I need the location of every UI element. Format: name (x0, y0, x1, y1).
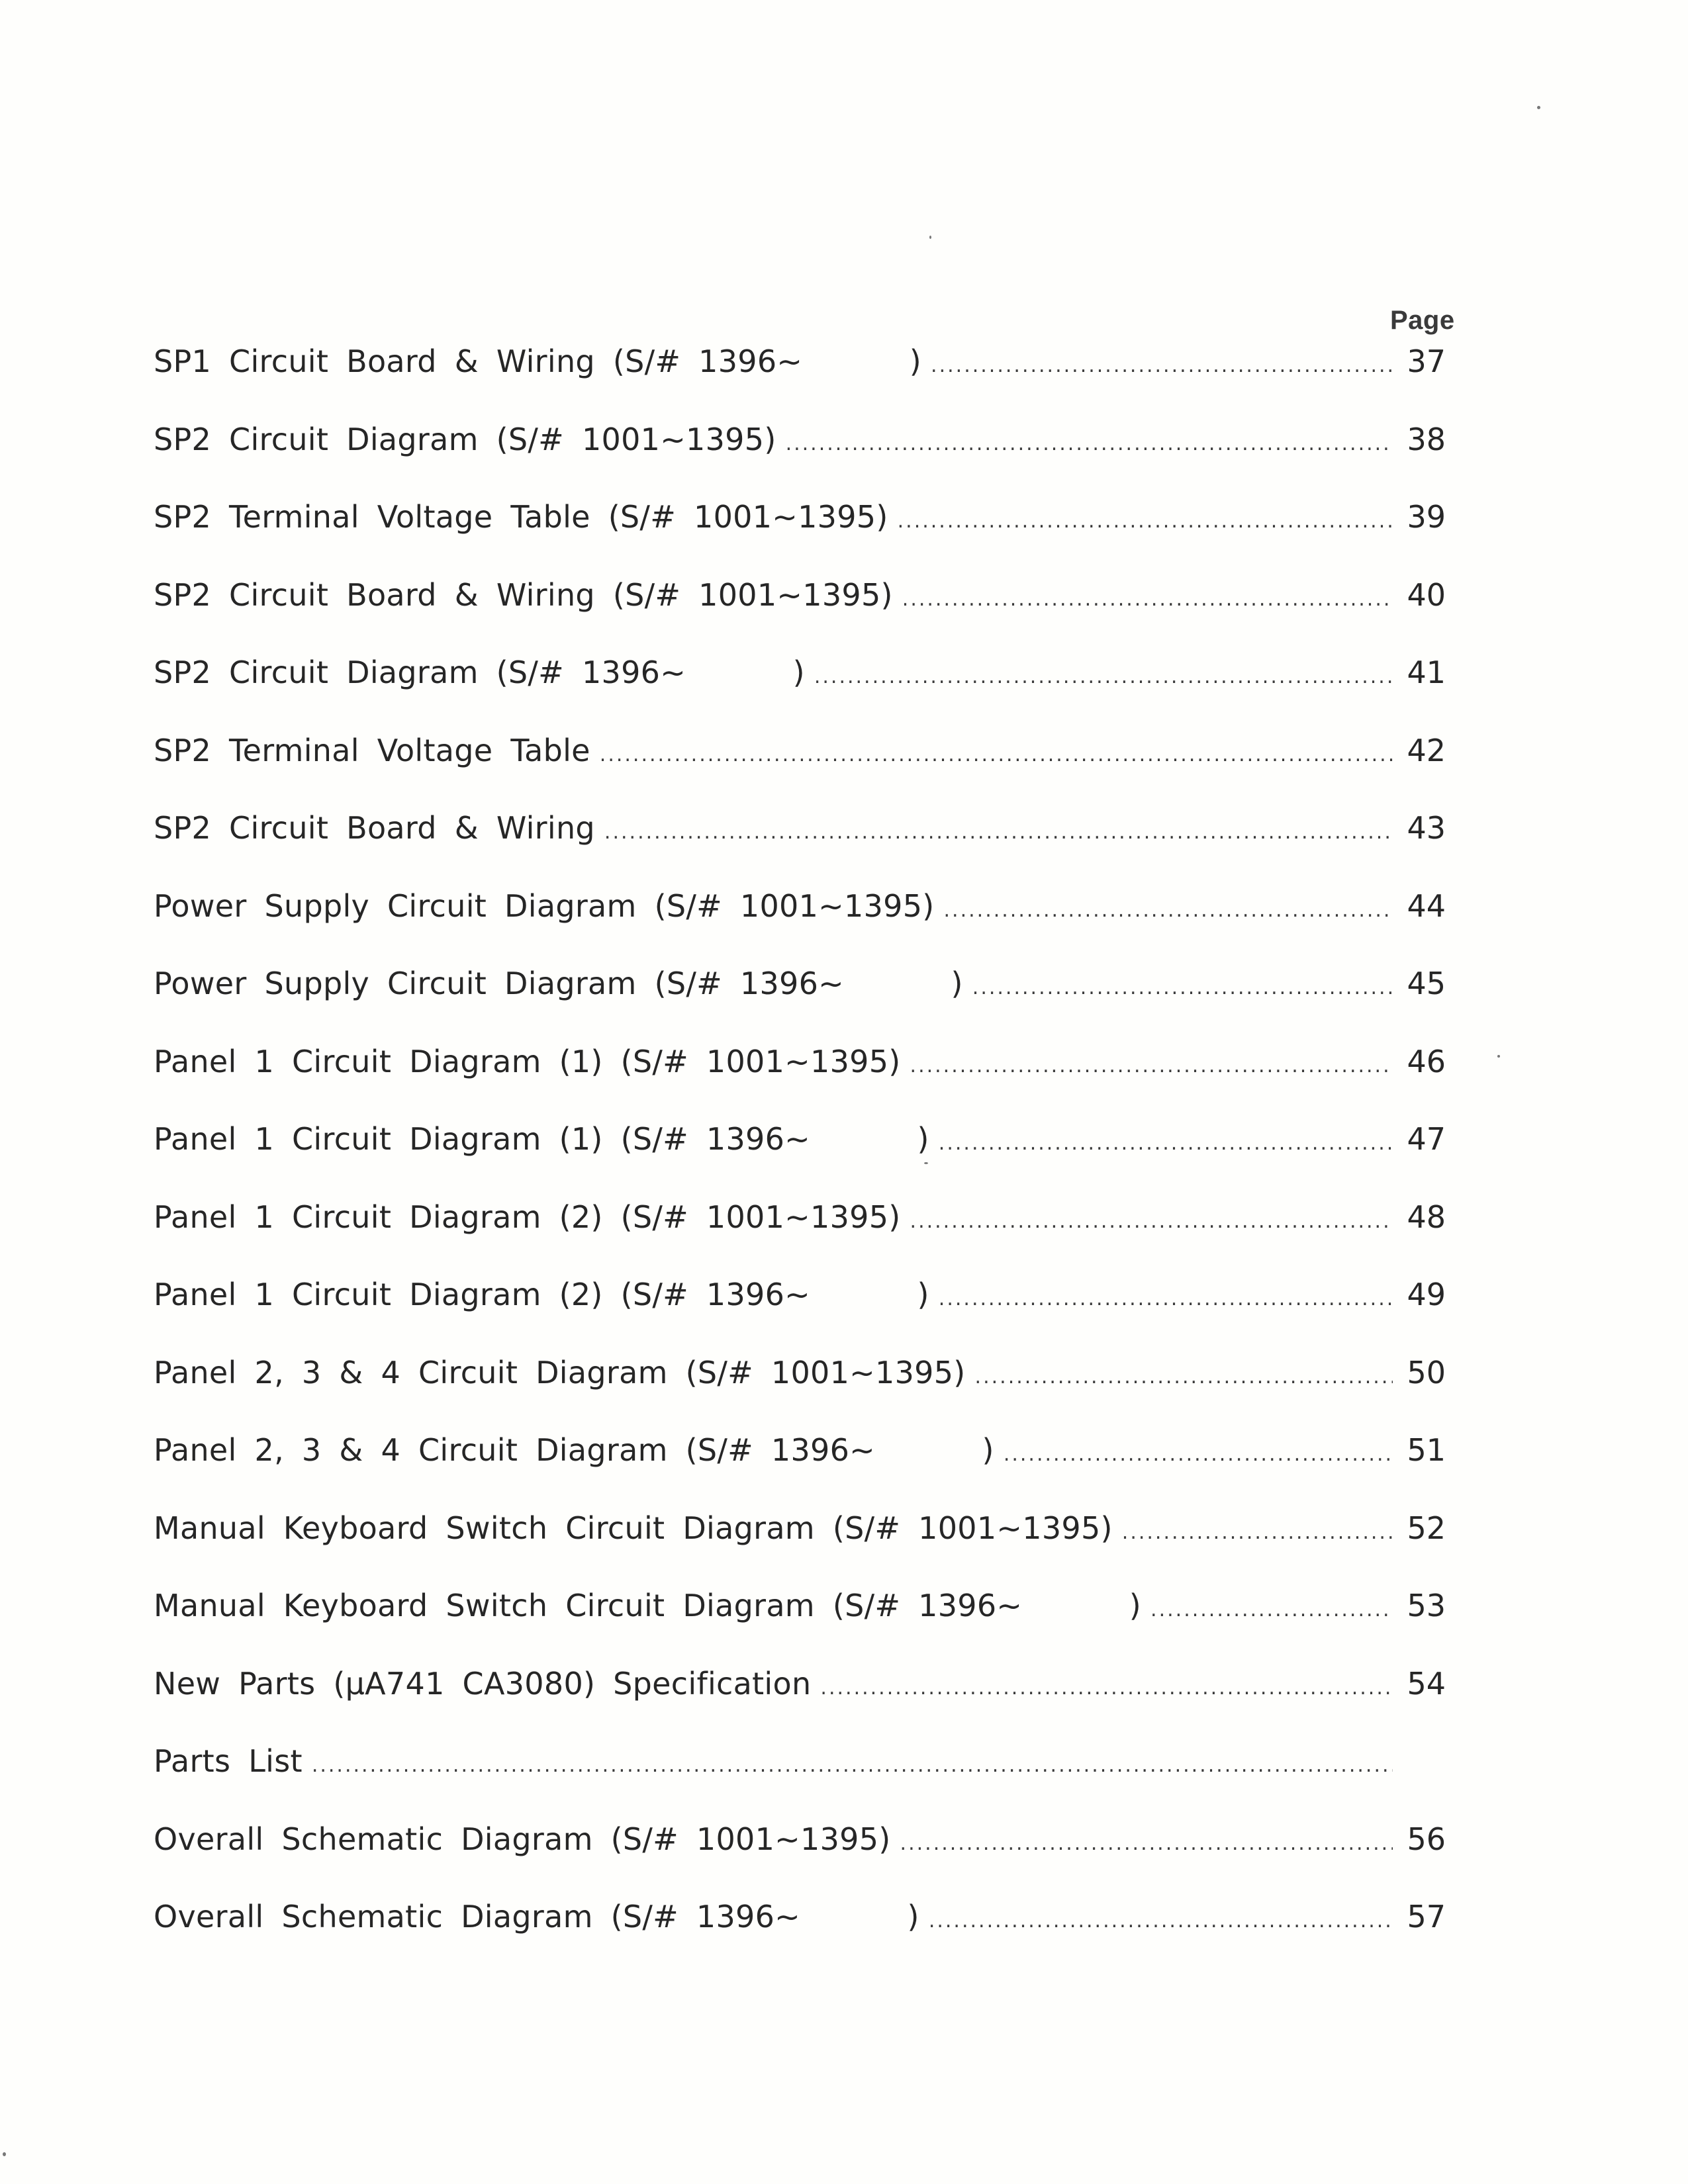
toc-entry (154, 886, 1446, 964)
scan-speck (929, 236, 931, 239)
toc-entry-title: Power Supply Circuit Diagram (S/# 1001~1395) (154, 887, 935, 924)
toc-entry (154, 1741, 1446, 1819)
dot-leader (1150, 1590, 1393, 1630)
toc-entry-title: SP1 Circuit Board & Wiring (S/# 1396~ ) (154, 343, 922, 379)
scan-speck (1537, 106, 1540, 109)
dot-leader (898, 502, 1393, 541)
toc-entry-title: SP2 Circuit Diagram (S/# 1001~1395) (154, 421, 776, 457)
toc-entry-title: SP2 Terminal Voltage Table (154, 732, 590, 768)
table-of-contents (154, 341, 1446, 1975)
dot-leader (944, 891, 1393, 931)
toc-entry (154, 1353, 1446, 1431)
toc-entry-page: 40 (1407, 576, 1446, 613)
toc-entry-title: Manual Keyboard Switch Circuit Diagram (S/# 1001~1395) (154, 1510, 1113, 1546)
toc-entry (154, 1586, 1446, 1664)
toc-entry (154, 1275, 1446, 1353)
toc-entry-page: 41 (1407, 655, 1446, 690)
toc-entry (154, 1119, 1446, 1197)
toc-entry-page: 42 (1407, 732, 1446, 768)
toc-entry-title: Panel 1 Circuit Diagram (1) (S/# 1396~ ) (154, 1121, 929, 1157)
toc-entry-page: 47 (1407, 1121, 1446, 1157)
dot-leader (312, 1746, 1393, 1786)
dot-leader (814, 657, 1393, 697)
toc-entry (154, 1664, 1446, 1742)
toc-entry-page: 37 (1407, 343, 1446, 379)
toc-entry-page: 43 (1407, 810, 1446, 846)
toc-entry (154, 731, 1446, 809)
toc-entry-title: Panel 2, 3 & 4 Circuit Diagram (S/# 1001~1395) (154, 1354, 966, 1390)
toc-entry (154, 420, 1446, 498)
dot-leader (939, 1279, 1393, 1319)
toc-entry-page: 54 (1407, 1665, 1446, 1702)
dot-leader (910, 1202, 1393, 1242)
toc-entry-title: New Parts (μA741 CA3080) Specification (154, 1665, 812, 1702)
toc-entry-page: 53 (1407, 1588, 1446, 1623)
page-column-header: Page (1390, 306, 1455, 335)
scan-speck (3, 2152, 6, 2156)
toc-entry-title: SP2 Circuit Diagram (S/# 1396~ ) (154, 655, 805, 690)
toc-entry (154, 575, 1446, 653)
toc-entry-page: 45 (1407, 966, 1446, 1001)
toc-entry-page: 44 (1407, 887, 1446, 924)
toc-entry-page: 38 (1407, 421, 1446, 457)
toc-entry-title: Overall Schematic Diagram (S/# 1001~1395) (154, 1821, 891, 1857)
toc-entry-title: Parts List (154, 1743, 303, 1779)
toc-entry-title: Panel 1 Circuit Diagram (2) (S/# 1396~ ) (154, 1277, 929, 1312)
toc-entry (154, 1197, 1446, 1275)
toc-entry (154, 808, 1446, 886)
toc-entry-title: Panel 1 Circuit Diagram (1) (S/# 1001~1395) (154, 1043, 901, 1079)
toc-entry-page: 52 (1407, 1510, 1446, 1546)
dot-leader (931, 346, 1393, 386)
toc-entry-page: 49 (1407, 1277, 1446, 1312)
toc-entry (154, 1897, 1446, 1975)
toc-entry (154, 964, 1446, 1042)
dot-leader (600, 735, 1393, 775)
toc-entry-page: 57 (1407, 1899, 1446, 1934)
toc-entry-title: SP2 Terminal Voltage Table (S/# 1001~1395) (154, 499, 888, 535)
toc-entry (154, 1042, 1446, 1120)
toc-entry (154, 1508, 1446, 1586)
scan-speck (924, 1162, 928, 1164)
dot-leader (1122, 1513, 1393, 1553)
toc-entry-page: 50 (1407, 1354, 1446, 1390)
dot-leader (972, 968, 1393, 1008)
toc-entry (154, 653, 1446, 731)
toc-entry-title: Manual Keyboard Switch Circuit Diagram (S/# 1396~ ) (154, 1588, 1142, 1623)
toc-entry-page: 51 (1407, 1432, 1446, 1468)
toc-entry-title: SP2 Circuit Board & Wiring (154, 810, 595, 846)
toc-entry-title: SP2 Circuit Board & Wiring (S/# 1001~1395) (154, 576, 893, 613)
dot-leader (900, 1824, 1393, 1864)
toc-entry-page: 39 (1407, 499, 1446, 535)
dot-leader (902, 580, 1393, 619)
dot-leader (786, 424, 1393, 464)
dot-leader (939, 1124, 1393, 1163)
dot-leader (820, 1668, 1393, 1708)
dot-leader (975, 1357, 1393, 1397)
dot-leader (910, 1046, 1393, 1086)
toc-entry-page: 46 (1407, 1043, 1446, 1079)
toc-entry (154, 497, 1446, 575)
toc-entry-page: 56 (1407, 1821, 1446, 1857)
dot-leader (1004, 1435, 1393, 1475)
toc-entry-title: Power Supply Circuit Diagram (S/# 1396~ ) (154, 966, 963, 1001)
toc-entry-page: 48 (1407, 1199, 1446, 1235)
dot-leader (929, 1901, 1393, 1941)
toc-entry-title: Panel 2, 3 & 4 Circuit Diagram (S/# 1396~ ) (154, 1432, 994, 1468)
toc-entry (154, 341, 1446, 420)
toc-entry (154, 1819, 1446, 1897)
scan-speck (1497, 1055, 1500, 1058)
toc-entry-title: Panel 1 Circuit Diagram (2) (S/# 1001~1395) (154, 1199, 901, 1235)
toc-entry-title: Overall Schematic Diagram (S/# 1396~ ) (154, 1899, 919, 1934)
toc-entry (154, 1430, 1446, 1508)
dot-leader (604, 813, 1393, 852)
